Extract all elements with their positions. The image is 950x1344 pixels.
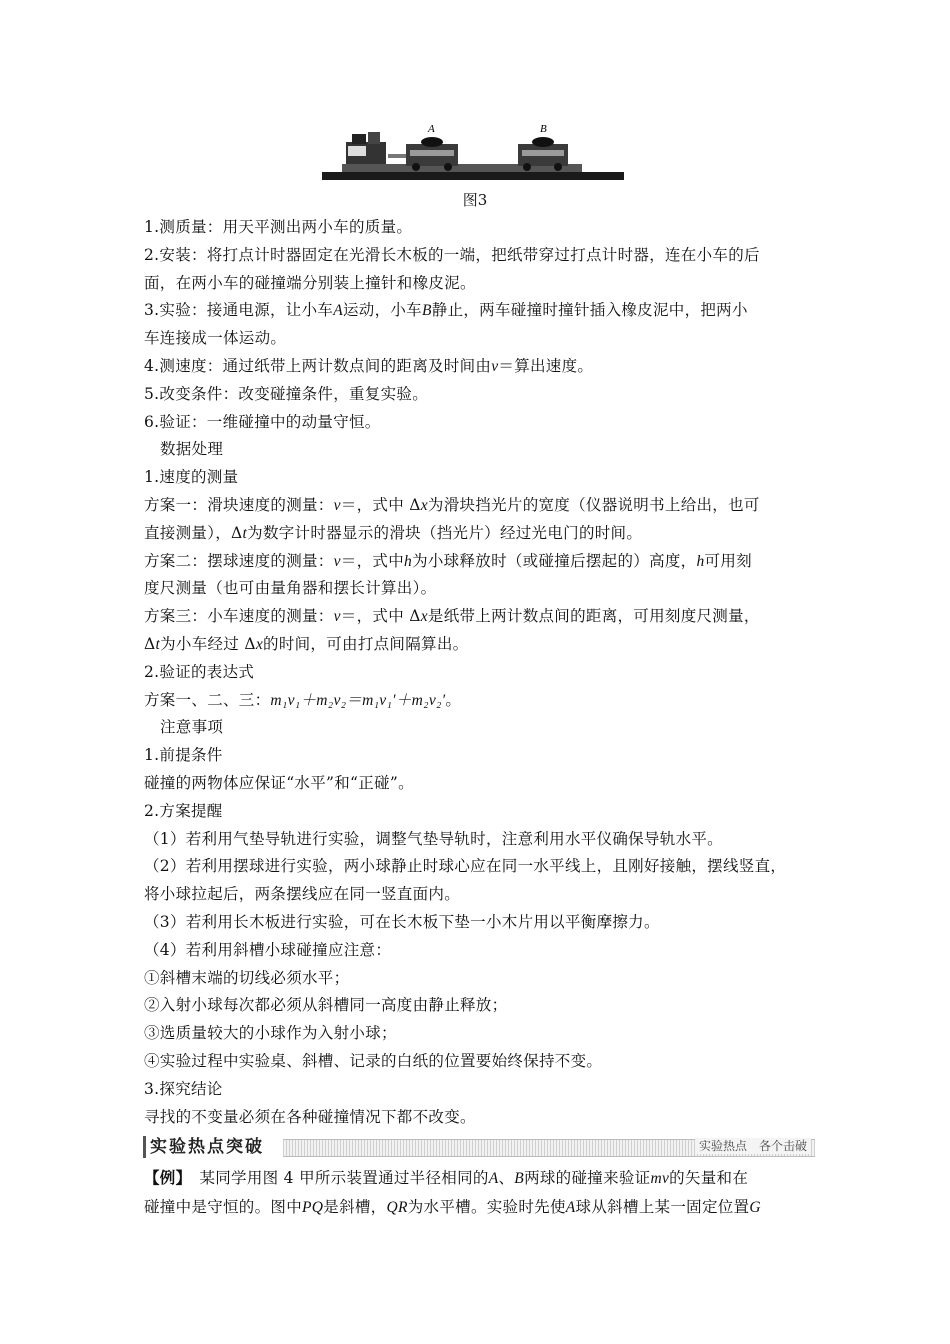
figure-caption: 图3 — [462, 191, 488, 209]
expression-line: 方案一、二、三：m₁v₁＋m₂v₂＝m₁v₁′＋m₂v₂′。 — [144, 690, 462, 709]
example-tag: 【例】 — [144, 1168, 184, 1187]
step-6: 6.验证：一维碰撞中的动量守恒。 — [144, 412, 381, 431]
cart-a-icon — [406, 137, 458, 171]
subheading-expression: 2.验证的表达式 — [144, 662, 255, 681]
step-2-line-2: 面，在两小车的碰撞端分别装上撞针和橡皮泥。 — [144, 273, 476, 292]
cart-collision-figure — [322, 120, 624, 184]
example-problem — [144, 1164, 816, 1222]
example-line-1: 【例】 某同学用图 4 甲所示装置通过半径相同的A、B两球的碰撞来验证mv的矢量和在 — [144, 1168, 749, 1187]
subheading-speed: 1.速度的测量 — [144, 468, 239, 487]
banner-subtitle: 实验热点 各个击破 — [695, 1138, 811, 1154]
caution-2: ②入射小球每次都必须从斜槽同一高度由静止释放； — [144, 996, 508, 1015]
caution-4: ④实验过程中实验桌、斜槽、记录的白纸的位置要始终保持不变。 — [144, 1051, 603, 1070]
subheading-premise: 1.前提条件 — [144, 746, 223, 765]
step-3-line-2: 车连接成一体运动。 — [144, 329, 287, 348]
plan-2-line-1: 方案二：摆球速度的测量：v＝，式中h为小球释放时（或碰撞后摆起的）高度，h可用刻 — [144, 551, 752, 570]
reminder-3: （3）若利用长木板进行实验，可在长木板下垫一小木片用以平衡摩擦力。 — [144, 912, 660, 931]
reminder-1: （1）若利用气垫导轨进行实验，调整气垫导轨时，注意利用水平仪确保导轨水平。 — [144, 829, 723, 848]
example-line-2: 碰撞中是守恒的。图中PQ是斜槽，QR为水平槽。实验时先使A球从斜槽上某一固定位置G — [144, 1198, 761, 1216]
plan-1-line-1: 方案一：滑块速度的测量：v＝，式中 Δx为滑块挡光片的宽度（仪器说明书上给出，也可 — [144, 495, 760, 514]
caution-1: ①斜槽末端的切线必须水平； — [144, 968, 350, 987]
cart-b-label: B — [540, 123, 547, 135]
plan-3-line-1: 方案三：小车速度的测量：v＝，式中 Δx是纸带上两计数点间的距离，可用刻度尺测量， — [144, 607, 760, 626]
main-text — [144, 214, 816, 1131]
plan-2-line-2: 度尺测量（也可由量角器和摆长计算出）。 — [144, 579, 437, 598]
section-banner — [143, 1135, 815, 1161]
plan-1-line-2: 直接测量），Δt为数字计时器显示的滑块（挡光片）经过光电门的时间。 — [144, 523, 643, 542]
section-heading-notes: 注意事项 — [160, 718, 224, 737]
banner-title: 实验热点突破 — [143, 1136, 270, 1158]
step-1: 1.测质量：用天平测出两小车的质量。 — [144, 218, 413, 236]
reminder-2-line-1: （2）若利用摆球进行实验，两小球静止时球心应在同一水平线上，且刚好接触，摆线竖直， — [144, 857, 787, 876]
step-5: 5.改变条件：改变碰撞条件，重复实验。 — [144, 384, 428, 403]
step-3-line-1: 3.实验：接通电源，让小车A运动，小车B静止，两车碰撞时撞针插入橡皮泥中，把两小 — [144, 301, 748, 320]
subheading-reminders: 2.方案提醒 — [144, 801, 223, 820]
cart-b-icon — [518, 137, 568, 171]
timer-icon — [346, 132, 406, 164]
section-heading-data: 数据处理 — [160, 440, 224, 459]
reminder-4: （4）若利用斜槽小球碰撞应注意： — [144, 940, 392, 959]
premise-text: 碰撞的两物体应保证“水平”和“正碰”。 — [144, 773, 414, 792]
subheading-conclusion: 3.探究结论 — [144, 1079, 223, 1098]
reminder-2-line-2: 将小球拉起后，两条摆线应在同一竖直面内。 — [144, 885, 461, 904]
momentum-expression: m₁v₁＋m₂v₂＝m₁v₁′＋m₂v₂′ — [270, 691, 446, 709]
caution-3: ③选质量较大的小球作为入射小球； — [144, 1024, 397, 1043]
cart-a-label: A — [428, 123, 435, 135]
plan-3-line-2: Δt为小车经过 Δx的时间，可由打点间隔算出。 — [144, 634, 469, 653]
step-4: 4.测速度：通过纸带上两计数点间的距离及时间由v＝算出速度。 — [144, 356, 594, 375]
conclusion-text: 寻找的不变量必须在各种碰撞情况下都不改变。 — [144, 1107, 476, 1126]
step-2-line-1: 2.安装：将打点计时器固定在光滑长木板的一端，把纸带穿过打点计时器，连在小车的后 — [144, 245, 760, 264]
